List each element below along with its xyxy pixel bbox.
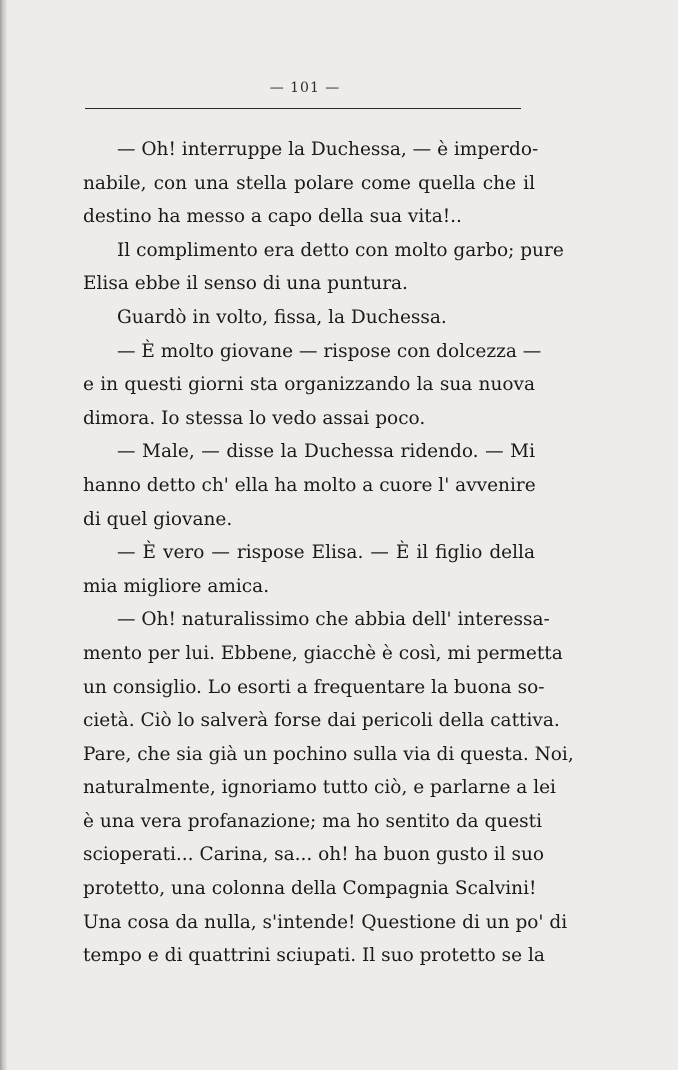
- text-line: — Oh! naturalissimo che abbia dell' interessa-: [117, 609, 550, 631]
- text-line: mento per lui. Ebbene, giacchè è così, mi permetta: [83, 642, 563, 664]
- text-line: e in questi giorni sta organizzando la sua nuova: [83, 374, 535, 396]
- text-line: è una vera profanazione; ma ho sentito da questi: [83, 810, 542, 832]
- page-binding-edge: [0, 0, 7, 1070]
- text-line: — Male, — disse la Duchessa ridendo. — Mi: [117, 441, 535, 463]
- text-line: — È molto giovane — rispose con dolcezza —: [117, 340, 542, 362]
- text-line: Guardò in volto, fissa, la Duchessa.: [117, 306, 447, 328]
- text-line: destino ha messo a capo della sua vita!..: [83, 206, 462, 228]
- text-line: protetto, una colonna della Compagnia Scalvini!: [83, 878, 537, 900]
- text-line: tempo e di quattrini sciupati. Il suo protetto se la: [83, 945, 545, 967]
- text-line: — Oh! interruppe la Duchessa, — è imperdo-: [117, 139, 539, 160]
- text-line: — È vero — rispose Elisa. — È il figlio della: [117, 542, 535, 564]
- text-line: Pare, che sia già un pochino sulla via di questa. Noi,: [83, 743, 574, 765]
- text-line: cietà. Ciò lo salverà forse dai pericoli della cattiva.: [83, 710, 560, 732]
- text-line: nabile, con una stella polare come quella che il: [83, 172, 535, 194]
- header-rule: [85, 108, 521, 109]
- page-number: — 101 —: [269, 80, 341, 96]
- body-text: [83, 133, 574, 973]
- text-line: un consiglio. Lo esorti a frequentare la buona so-: [83, 676, 545, 698]
- text-line: Elisa ebbe il senso di una puntura.: [83, 273, 408, 295]
- text-line: Il complimento era detto con molto garbo; pure: [117, 239, 564, 261]
- text-line: dimora. Io stessa lo vedo assai poco.: [83, 407, 426, 429]
- text-line: naturalmente, ignoriamo tutto ciò, e parlarne a lei: [83, 777, 556, 799]
- text-line: Una cosa da nulla, s'intende! Questione di un po' di: [83, 911, 568, 933]
- text-line: di quel giovane.: [83, 508, 233, 530]
- text-line: hanno detto ch' ella ha molto a cuore l' avvenire: [83, 474, 536, 496]
- text-line: scioperati... Carina, sa... oh! ha buon gusto il suo: [83, 844, 544, 866]
- text-line: mia migliore amica.: [83, 575, 270, 597]
